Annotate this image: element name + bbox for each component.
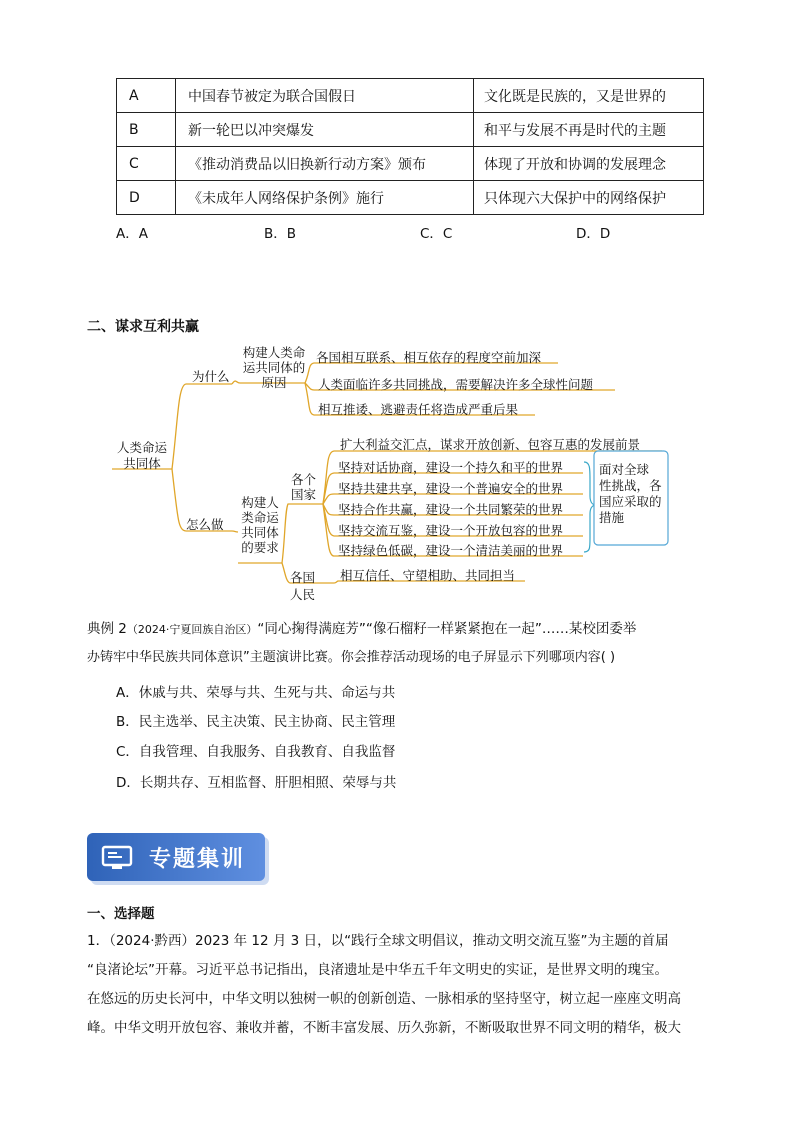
choice-b[interactable]: B．B: [264, 226, 297, 242]
mindmap-country-item: 坚持对话协商，建设一个持久和平的世界: [338, 460, 564, 475]
table-cell: D: [117, 181, 176, 215]
example-line2: 办铸牢中华民族共同体意识”主题演讲比赛。你会推荐活动现场的电子屏显示下列哪项内容( ): [87, 650, 616, 665]
table-cell: 《未成年人网络保护条例》施行: [176, 181, 474, 215]
table-cell: 新一轮巴以冲突爆发: [176, 113, 474, 147]
table-cell: C: [117, 147, 176, 181]
choice-d[interactable]: D．D: [576, 226, 611, 242]
table-cell: B: [117, 113, 176, 147]
mindmap-why-reason: 构建人类命 运共同体的 原因: [242, 345, 306, 390]
mindmap-country-item: 坚持绿色低碳，建设一个清洁美丽的世界: [338, 543, 564, 558]
mindmap-country-item: 坚持交流互鉴，建设一个开放包容的世界: [338, 523, 564, 538]
mindmap-how: 怎么做: [186, 517, 224, 532]
choice-a[interactable]: A．A: [116, 226, 148, 242]
mindmap-why-item: 相互推诿、逃避责任将造成严重后果: [318, 402, 519, 417]
table-cell: 文化既是民族的，又是世界的: [474, 79, 704, 113]
mindmap-why-item: 各国相互联系、相互依存的程度空前加深: [316, 350, 542, 365]
mindmap-country-item: 坚持合作共赢，建设一个共同繁荣的世界: [338, 502, 564, 517]
table-cell: A: [117, 79, 176, 113]
mindmap-people-item: 相互信任、守望相助、共同担当: [340, 568, 516, 583]
example-option-b[interactable]: B．民主选举、民主决策、民主协商、民主管理: [116, 714, 396, 730]
example-option-d[interactable]: D．长期共存、互相监督、肝胆相照、荣辱与共: [116, 775, 397, 791]
mindmap-people: 各国 人民: [290, 570, 316, 602]
mindmap-country-item: 扩大利益交汇点，谋求开放创新、包容互惠的发展前景: [340, 437, 641, 452]
topic-banner: [87, 833, 265, 881]
table-cell: 《推动消费品以旧换新行动方案》颁布: [176, 147, 474, 181]
mindmap-how-requirements: 构建人 类命运 共同体 的要求: [241, 495, 279, 555]
section-heading: 一、选择题: [87, 906, 155, 922]
section-heading: 二、谋求互利共赢: [87, 319, 199, 335]
table-cell: 体现了开放和协调的发展理念: [474, 147, 704, 181]
table-cell: 只体现六大保护中的网络保护: [474, 181, 704, 215]
table-cell: 中国春节被定为联合国假日: [176, 79, 474, 113]
mindmap-why-item: 人类面临许多共同挑战，需要解决许多全球性问题: [318, 377, 594, 392]
mindmap-measures-box: 面对全球 性挑战，各 国应采取的 措施: [599, 462, 662, 525]
example-option-a[interactable]: A．休戚与共、荣辱与共、生死与共、命运与共: [116, 685, 396, 701]
question-1: 1．（2024·黔西）2023 年 12 月 3 日，以“践行全球文明倡议，推动文明交流互鉴”为主题的首届 “良渚论坛”开幕。习近平总书记指出，良渚遗址是中华五千年文明史的实证，是世界文明的瑰宝。 在悠远的历史长河中，中华文明以独树一帜的创新创造、一脉相承的坚持坚守，树立起一座座文明高 峰。中华文明开放包容、兼收并蓄，不断丰富发展、历久弥新，不断吸取世界不同文明的精华，极大: [87, 933, 681, 1036]
mindmap-countries: 各个 国家: [291, 472, 317, 502]
choice-c[interactable]: C．C: [420, 226, 453, 242]
mindmap-country-item: 坚持共建共享，建设一个普遍安全的世界: [338, 481, 564, 496]
example-label: 典例 2: [87, 621, 127, 637]
banner-title: 专题集训: [149, 847, 246, 872]
mindmap-root: 人类命运 共同体: [117, 440, 168, 471]
example-option-c[interactable]: C．自我管理、自我服务、自我教育、自我监督: [116, 744, 396, 760]
mindmap-why: 为什么: [192, 369, 230, 384]
table-cell: 和平与发展不再是时代的主题: [474, 113, 704, 147]
example-source: （2024·宁夏回族自治区）: [126, 623, 258, 636]
monitor-icon: [101, 845, 133, 871]
example-line1: 典例 2（2024·宁夏回族自治区）“同心掬得满庭芳”“像石榴籽一样紧紧抱在一起”……某校团委举: [87, 621, 637, 637]
